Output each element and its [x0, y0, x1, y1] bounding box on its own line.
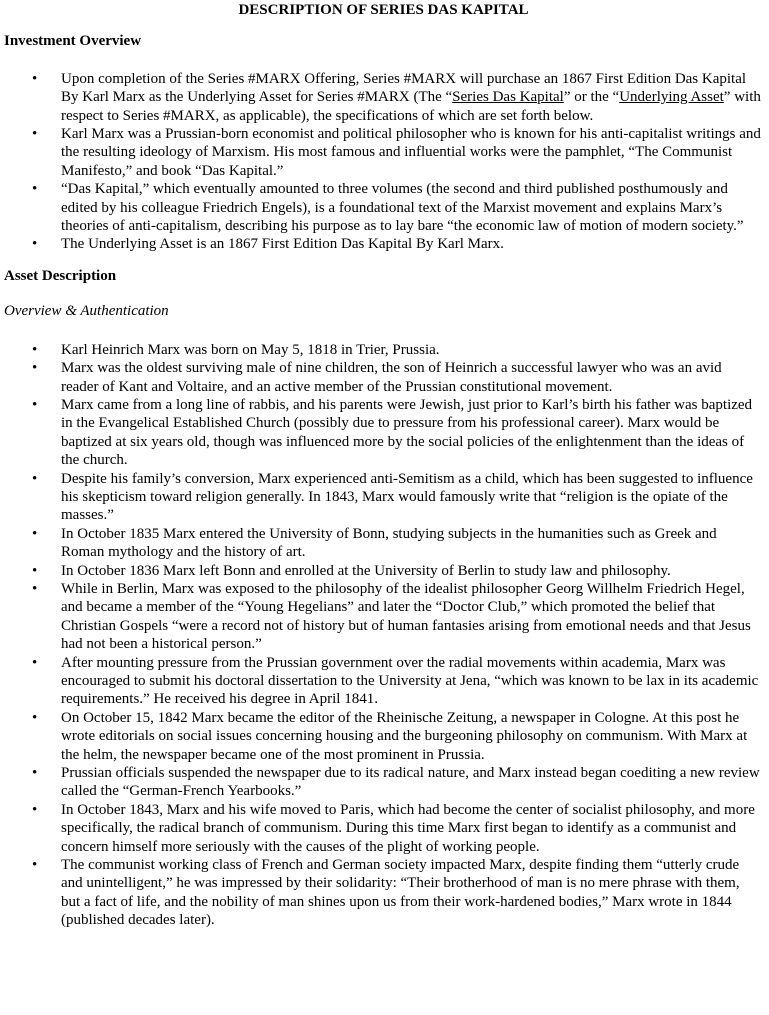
item-text: Karl Marx was a Prussian-born economist and political philosopher who is known for his anti-capitalist writings and the resulting ideology of Marxism. His most famous and influential works were the pamphlet, “The Communist Manifesto,” and book “Das Kapital.” [61, 126, 761, 179]
asset-description-list [4, 341, 763, 930]
bullet-icon: • [32, 801, 38, 818]
bullet-icon: • [32, 181, 38, 198]
item-text-pre: Upon completion of the Series #MARX Offering, Series #MARX will purchase an 1867 First Edition Das Kapital By Karl Marx as the Underlying Asset for Series #MARX (The “ [61, 70, 747, 106]
defined-term-series-das-kapital: Series Das Kapital [452, 89, 564, 106]
investment-overview-list [4, 70, 763, 254]
item-text: Despite his family’s conversion, Marx experienced anti-Semitism as a child, which has been suggested to influence his skepticism toward religion generally. In 1843, Marx would famously write that “religion is the opiate of the masses.” [61, 470, 753, 524]
bullet-icon: • [32, 341, 38, 358]
list-item [4, 70, 763, 125]
bullet-icon: • [32, 396, 38, 413]
item-text: Prussian officials suspended the newspaper due to its radical nature, and Marx instead began coediting a new review called the “German-French Yearbooks.” [61, 765, 760, 800]
investment-overview-heading: Investment Overview [4, 33, 142, 50]
bullet-icon: • [32, 562, 38, 579]
list-item [4, 764, 763, 801]
item-text: On October 15, 1842 Marx became the editor of the Rheinische Zeitung, a newspaper in Cologne. At this post he wrote editorials on social issues concerning housing and the burgeoning philosophy on communism. With Marx at the helm, the newspaper became one of the most prominent in Prussia. [61, 709, 748, 763]
overview-authentication-subheading: Overview & Authentication [4, 303, 169, 320]
bullet-icon: • [32, 470, 38, 487]
list-item [4, 801, 763, 856]
item-text-mid: ” or the “ [563, 89, 620, 106]
list-item [4, 654, 763, 709]
list-item [4, 525, 763, 562]
defined-term-underlying-asset: Underlying Asset [619, 89, 724, 106]
bullet-icon: • [32, 70, 38, 87]
asset-description-heading: Asset Description [4, 267, 117, 284]
item-text: Marx was the oldest surviving male of nine children, the son of Heinrich a successful lawyer who was an avid reader of Kant and Voltaire, and an active member of the Prussian constitutional movement. [61, 360, 722, 395]
item-text: The communist working class of French and German society impacted Marx, despite finding them “utterly crude and unintelligent,” he was impressed by their solidarity: “Their brotherhood of man is no mere phrase with them, but a fact of life, and the nobility of man shines upon us from their work-hardened bodies,” Marx wrote in 1844 (published decades later). [61, 857, 740, 929]
item-text: “Das Kapital,” which eventually amounted to three volumes (the second and third published posthumously and edited by his colleague Friedrich Engels), is a foundational text of the Marxist movement and explains Marx’s theories of anti-capitalism, describing his purpose as to lay bare “the economic law of motion of modern society.” [61, 181, 744, 235]
item-text: In October 1836 Marx left Bonn and enrolled at the University of Berlin to study law and philosophy. [61, 562, 671, 579]
list-item [4, 396, 763, 470]
item-text-post: ” with respect to Series #MARX, as applicable), the specifications of which are set forth below. [61, 89, 761, 124]
bullet-icon: • [32, 857, 38, 874]
list-item [4, 470, 763, 525]
list-item [4, 856, 763, 930]
item-text: After mounting pressure from the Prussian government over the radial movements within academia, Marx was encouraged to submit his doctoral dissertation to the University at Jena, “which was known to be lax in its academic requirements.” He received his degree in April 1841. [61, 654, 759, 708]
list-item [4, 235, 763, 253]
list-item [4, 580, 763, 654]
item-text: In October 1835 Marx entered the University of Bonn, studying subjects in the humanities such as Greek and Roman mythology and the history of art. [61, 525, 717, 561]
bullet-icon: • [32, 765, 38, 782]
bullet-icon: • [32, 360, 38, 377]
list-item [4, 359, 763, 396]
bullet-icon: • [32, 709, 38, 726]
item-text: The Underlying Asset is an 1867 First Edition Das Kapital By Karl Marx. [61, 236, 504, 253]
list-item [4, 709, 763, 764]
bullet-icon: • [32, 580, 38, 597]
list-item [4, 341, 763, 359]
bullet-icon: • [32, 654, 38, 671]
document-title: DESCRIPTION OF SERIES DAS KAPITAL [238, 2, 529, 18]
bullet-icon: • [32, 126, 38, 143]
list-item [4, 562, 763, 580]
item-text: Marx came from a long line of rabbis, and his parents were Jewish, just prior to Karl’s birth his father was baptized in the Evangelical Established Church (possibly due to pressure from his professional career). Marx would be baptized at six years old, though was influenced more by the social policies of the enlightenment than the ideas of the church. [61, 396, 753, 469]
bullet-icon: • [32, 525, 38, 542]
item-text: While in Berlin, Marx was exposed to the philosophy of the idealist philosopher Georg Willhelm Friedrich Hegel, and became a member of the “Young Hegelians” and later the “Doctor Club,” which promoted the belief that Christian Gospels “were a record not of history but of human fantasies arising from emotional needs and that Jesus had not been a historical person.” [61, 580, 751, 653]
list-item [4, 125, 763, 180]
item-text: Karl Heinrich Marx was born on May 5, 1818 in Trier, Prussia. [61, 341, 440, 358]
list-item [4, 180, 763, 235]
item-text: In October 1843, Marx and his wife moved to Paris, which had become the center of socialist philosophy, and more specifically, the radical branch of communism. During this time Marx first began to identify as a communist and concern himself more seriously with the causes of the plight of working people. [61, 801, 755, 855]
bullet-icon: • [32, 236, 38, 253]
